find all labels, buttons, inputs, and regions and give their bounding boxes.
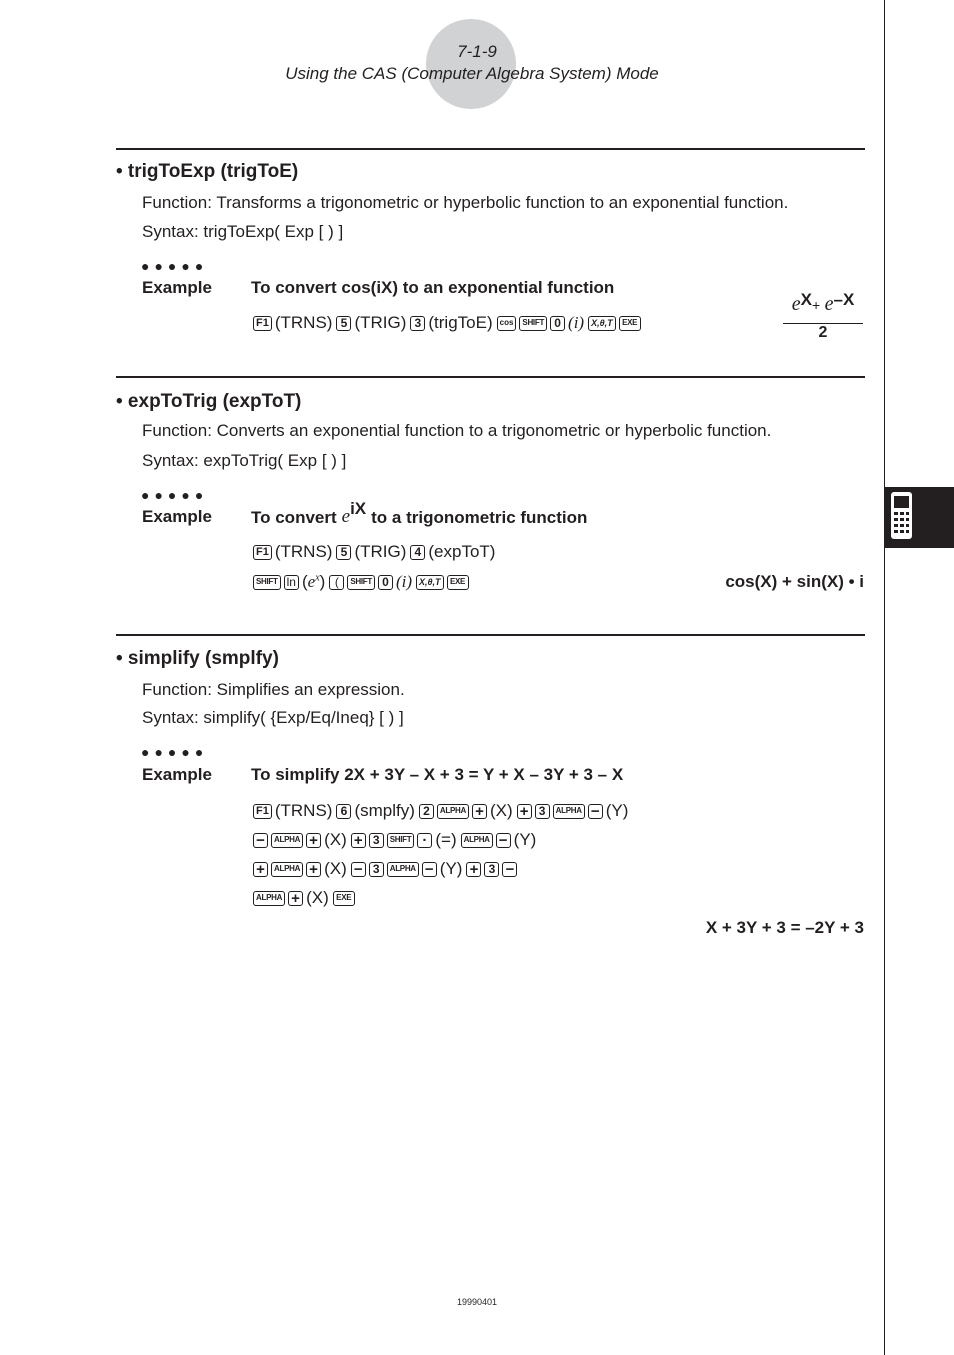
key-plus: +	[351, 833, 366, 848]
key-label: (expToT)	[428, 542, 496, 561]
key-label: (X)	[306, 888, 329, 907]
syntax-line: Syntax: trigToExp( Exp [ ) ]	[142, 222, 344, 241]
key-sequence	[253, 312, 644, 334]
example-label: Example	[142, 765, 212, 784]
key-shift: SHIFT	[253, 575, 281, 590]
key-alpha: ALPHA	[271, 833, 303, 848]
key-label: (TRNS)	[274, 801, 333, 820]
key-label: (Y)	[513, 830, 537, 849]
key-3: 3	[369, 833, 384, 848]
chapter-tab	[885, 487, 954, 548]
key-plus: +	[288, 891, 303, 906]
key-label: (=)	[435, 830, 457, 849]
chapter-title: Using the CAS (Computer Algebra System) Mode	[285, 64, 659, 83]
key-plus: +	[306, 833, 321, 848]
key-label-part: x	[315, 572, 320, 584]
key-exe: EXE	[333, 891, 355, 906]
section-divider	[116, 376, 865, 378]
function-description: Function: Converts an exponential function to a trigonometric or hyperbolic function.	[142, 421, 772, 440]
right-margin-rule	[884, 0, 885, 1355]
key-f1: F1	[253, 545, 272, 560]
key-dot: ·	[417, 833, 432, 848]
example-description: To simplify 2X + 3Y – X + 3 = Y + X – 3Y + 3 – X	[251, 765, 624, 784]
key-plus: +	[253, 862, 268, 877]
key-label: (X)	[489, 801, 513, 820]
key-minus: −	[351, 862, 366, 877]
section-divider	[116, 148, 865, 150]
key-minus: −	[588, 804, 603, 819]
key-x-theta-t: X,θ,T	[588, 316, 616, 331]
key-label: (trigToE)	[428, 313, 493, 332]
example-description	[251, 500, 587, 528]
key-5: 5	[336, 545, 351, 560]
key-sequence	[253, 887, 358, 909]
key-exe: EXE	[619, 316, 641, 331]
key-plus: +	[466, 862, 481, 877]
key-f1: F1	[253, 804, 272, 819]
result-part: e	[824, 293, 834, 315]
key-alpha: ALPHA	[253, 891, 285, 906]
section-title: • expToTrig (expToT)	[116, 391, 302, 412]
key-sequence	[253, 541, 499, 563]
key-minus: −	[253, 833, 268, 848]
key-f1: F1	[253, 316, 272, 331]
example-label: Example	[142, 278, 212, 297]
key-label: (Y)	[605, 801, 629, 820]
function-description: Function: Transforms a trigonometric or hyperbolic function to an exponential function.	[142, 193, 789, 212]
example-description: To convert cos(iX) to an exponential function	[251, 278, 615, 297]
example-label: Example	[142, 507, 212, 526]
key-minus: −	[496, 833, 511, 848]
example-result	[783, 290, 863, 342]
example-result: cos(X) + sin(X) • i	[725, 572, 864, 591]
key-alpha: ALPHA	[271, 862, 303, 877]
key-label: (TRNS)	[274, 313, 333, 332]
syntax-line: Syntax: expToTrig( Exp [ ) ]	[142, 451, 347, 470]
example-dots: ●●●●●	[141, 258, 209, 274]
footer-code: 19990401	[456, 1297, 498, 1307]
key-label: (i)	[568, 313, 585, 332]
example-result: X + 3Y + 3 = –2Y + 3	[705, 918, 864, 937]
key-sequence	[253, 829, 540, 851]
key-plus: +	[306, 862, 321, 877]
key-shift: SHIFT	[347, 575, 375, 590]
key-cos: cos	[497, 316, 517, 331]
key-alpha: ALPHA	[461, 833, 493, 848]
key-label: (X)	[324, 859, 347, 878]
key-x-theta-t: X,θ,T	[416, 575, 444, 590]
key-label: (X)	[324, 830, 347, 849]
key-label: (i)	[395, 572, 412, 591]
key-shift: SHIFT	[387, 833, 415, 848]
key-ln: ln	[284, 575, 299, 590]
section-title: • simplify (smplfy)	[116, 648, 279, 669]
key-0: 0	[550, 316, 565, 331]
result-part: e	[791, 293, 801, 315]
section-title: • trigToExp (trigToE)	[116, 161, 299, 182]
key-5: 5	[336, 316, 351, 331]
key-open-paren: (	[329, 575, 344, 590]
key-plus: +	[517, 804, 532, 819]
key-shift: SHIFT	[519, 316, 547, 331]
key-plus: +	[472, 804, 487, 819]
key-2: 2	[419, 804, 434, 819]
syntax-line: Syntax: simplify( {Exp/Eq/Ineq} [ ) ]	[142, 708, 404, 727]
key-label: (TRIG)	[354, 313, 407, 332]
key-sequence	[253, 800, 632, 822]
example-desc-part: To convert	[251, 508, 337, 527]
key-label-part: e	[307, 572, 316, 591]
result-numerator	[783, 290, 863, 318]
key-3: 3	[484, 862, 499, 877]
key-3: 3	[369, 862, 384, 877]
key-label: (TRIG)	[354, 542, 407, 561]
key-label: $(e^x)$	[301, 572, 326, 591]
key-3: 3	[535, 804, 550, 819]
key-label: (smplfy)	[354, 801, 415, 820]
page-number: 7-1-9	[457, 42, 497, 61]
key-0: 0	[378, 575, 393, 590]
example-desc-part: e	[341, 506, 351, 527]
calculator-icon	[885, 487, 954, 548]
key-sequence	[253, 858, 520, 880]
function-description: Function: Simplifies an expression.	[142, 680, 405, 699]
key-alpha: ALPHA	[387, 862, 419, 877]
example-desc-part: to a trigonometric function	[371, 508, 588, 527]
example-dots: ●●●●●	[141, 744, 209, 760]
key-alpha: ALPHA	[553, 804, 585, 819]
result-part: –X	[833, 290, 855, 309]
result-part: X	[800, 290, 812, 309]
section-divider	[116, 634, 865, 636]
key-3: 3	[410, 316, 425, 331]
result-denominator: 2	[818, 324, 828, 341]
key-4: 4	[410, 545, 425, 560]
result-part: +	[811, 297, 821, 313]
key-alpha: ALPHA	[437, 804, 469, 819]
key-minus: −	[502, 862, 517, 877]
example-desc-part: iX	[350, 499, 367, 518]
key-label: (Y)	[439, 859, 463, 878]
key-sequence	[253, 571, 472, 593]
key-minus: −	[422, 862, 437, 877]
example-dots: ●●●●●	[141, 487, 209, 503]
key-exe: EXE	[447, 575, 469, 590]
key-6: 6	[336, 804, 351, 819]
key-label: (TRNS)	[274, 542, 333, 561]
